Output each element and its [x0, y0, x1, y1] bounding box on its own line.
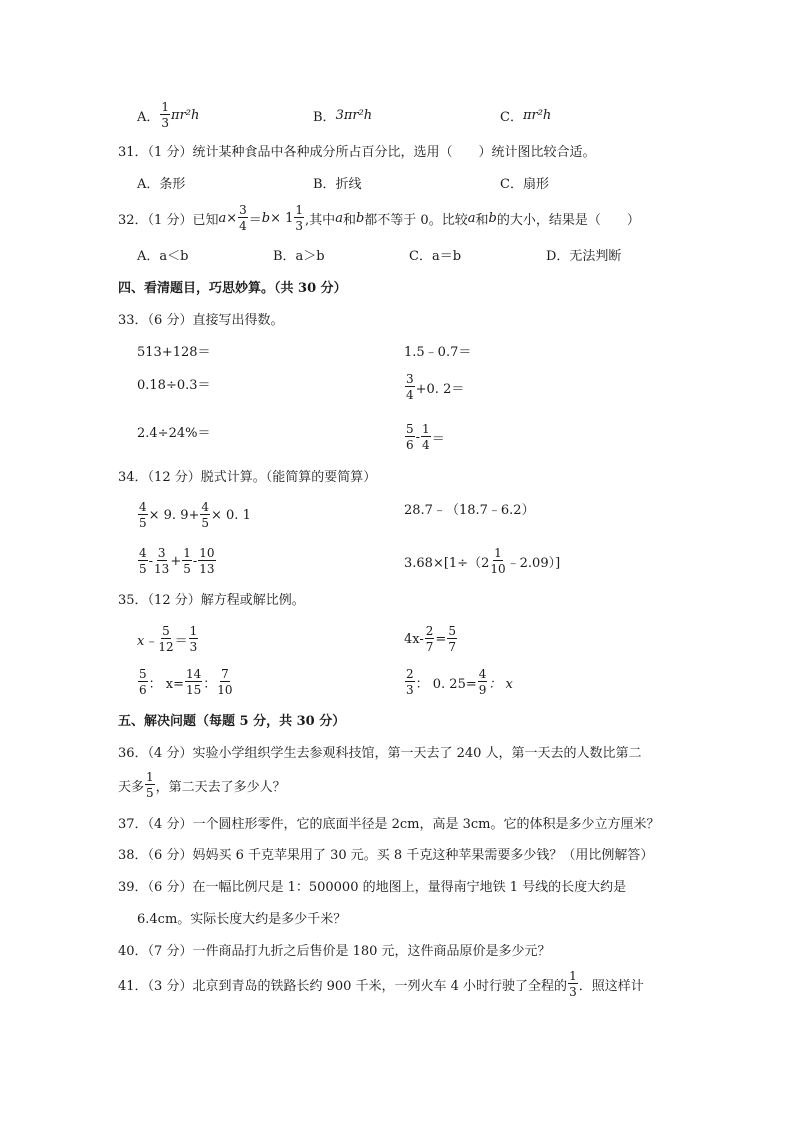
q34-expr-3-fraction-4: $\frac{10}{13}$	[199, 546, 215, 576]
q34-expr-3	[137, 546, 217, 576]
q31-stem: 31．（1 分）统计某种食品中各种成分所占百分比，选用（ ）统计图比较合适。	[118, 145, 596, 160]
q30-option-b-text: 3πr²h	[335, 107, 373, 123]
q34-stem: 34．（12 分）脱式计算。（能简算的要简算）	[118, 470, 377, 485]
q35-proportion-1	[137, 667, 234, 697]
q35-equation-1-fraction-1: $\frac{5}{12}$	[158, 624, 174, 654]
q33-expr-6	[404, 422, 445, 452]
q31-option-c: C．扇形	[500, 177, 549, 192]
q35-equation-2-pre: 4x-	[404, 631, 424, 647]
q34-expr-3-op-2: +	[170, 553, 182, 569]
q36-line-1: 36．（4 分）实验小学组织学生去参观科技馆，第一天去了 240 人，第一天去的人数比第二	[118, 746, 642, 761]
q30-option-c	[500, 100, 551, 130]
q35-proportion-1-colon: ：	[203, 676, 217, 692]
q33-expr-6-fraction-2: $\frac{1}{4}$	[422, 422, 430, 452]
q32-mid-2: 和	[475, 212, 489, 228]
q35-equation-1-pre: x﹣	[137, 633, 158, 649]
q35-equation-2-fraction-2: $\frac{5}{7}$	[448, 624, 456, 654]
q36-line-2-pre: 天多	[118, 779, 145, 795]
q34-expr-4-pre: 3.68×[1÷（2	[404, 555, 490, 571]
q34-expr-4-post: ﹣2.09）]	[506, 555, 561, 571]
q32-times: ×	[226, 210, 238, 226]
q34-expr-1-fraction-1: $\frac{4}{5}$	[139, 500, 147, 530]
q30-option-c-label: C．	[500, 109, 523, 125]
q33-expr-6-op: -	[415, 429, 421, 445]
q30-option-b-label: B．	[313, 109, 336, 125]
q34-expr-2: 28.7﹣（18.7﹣6.2）	[404, 503, 535, 518]
q34-expr-1-fraction-2: $\frac{4}{5}$	[201, 500, 210, 530]
q32-suffix-1: ,其中	[305, 212, 336, 228]
q41-stem	[118, 969, 644, 999]
q32-option-d: D．无法判断	[546, 249, 622, 264]
q35-proportion-2-end: ： x	[488, 676, 513, 692]
q35-stem: 35．（12 分）解方程或解比例。	[118, 593, 305, 608]
q41-pre: 41．（3 分）北京到青岛的铁路长约 900 千米，一列火车 4 小时行驶了全程的	[118, 978, 568, 994]
q33-expr-4	[404, 372, 464, 402]
q32-option-b: B．a＞b	[273, 249, 325, 264]
q35-equation-1-eq: ＝	[174, 633, 188, 649]
q32-suffix-2: 都不等于 0。比较	[364, 212, 468, 228]
q33-expr-4-fraction: $\frac{3}{4}$	[406, 372, 414, 402]
q35-equation-2-eq: =	[435, 631, 447, 647]
q32-stem	[118, 203, 640, 233]
q36-line-2	[118, 770, 286, 800]
q34-expr-1-end: × 0. 1	[211, 507, 251, 523]
q32-var-b-2: b	[355, 210, 365, 226]
q39-line-1: 39．（6 分）在一幅比例尺是 1：500000 的地图上，量得南宁地铁 1 号线的长度大约是	[118, 880, 627, 895]
q37-stem: 37．（4 分）一个圆柱形零件，它的底面半径是 2cm，高是 3cm。它的体积是多少立方厘米？	[118, 817, 660, 832]
q30-option-c-text: πr²h	[522, 107, 552, 123]
q35-proportion-1-mid: ： x=	[148, 676, 184, 692]
q33-expr-6-eq: ＝	[431, 431, 445, 447]
q36-fraction: $\frac{1}{5}$	[146, 770, 154, 800]
q30-option-a	[137, 100, 199, 130]
q30-option-a-fraction: $\frac{1}{3}$	[161, 100, 170, 130]
q34-expr-3-fraction-1: $\frac{4}{5}$	[139, 546, 147, 576]
q40-stem: 40．（7 分）一件商品打九折之后售价是 180 元，这件商品原价是多少元？	[118, 944, 551, 959]
q32-equals: ＝	[248, 212, 262, 228]
q35-equation-2-fraction-1: $\frac{2}{7}$	[425, 624, 434, 654]
q32-suffix-3: 的大小，结果是（ ）	[496, 212, 640, 228]
section-4-heading: 四、看清题目，巧思妙算。（共 30 分）	[118, 281, 347, 296]
q41-fraction: $\frac{1}{3}$	[569, 969, 577, 999]
q35-equation-1	[137, 624, 199, 654]
q30-option-a-label: A．	[137, 109, 160, 125]
q32-var-b: b	[261, 210, 271, 226]
section-5-heading: 五、解决问题（每题 5 分，共 30 分）	[118, 714, 346, 729]
q34-expr-3-fraction-2: $\frac{3}{13}$	[154, 546, 170, 576]
q35-proportion-2	[404, 667, 513, 697]
q35-proportion-1-fraction-3: $\frac{7}{10}$	[217, 667, 233, 697]
q34-expr-3-op-3: -	[192, 553, 198, 569]
q35-equation-1-fraction-2: $\frac{1}{3}$	[189, 624, 198, 654]
q41-post: ．照这样计	[578, 978, 644, 994]
q32-fraction-2: $\frac{1}{3}$	[295, 203, 304, 233]
q35-proportion-1-fraction-1: $\frac{5}{6}$	[139, 667, 147, 697]
q32-mid: 和	[342, 212, 356, 228]
q32-option-c: C．a＝b	[409, 249, 462, 264]
q36-line-2-post: ，第二天去了多少人？	[155, 779, 286, 795]
q35-equation-2	[404, 624, 458, 654]
q34-expr-1	[137, 500, 251, 530]
q34-expr-1-mid: × 9. 9+	[148, 507, 200, 523]
q35-proportion-1-fraction-2: $\frac{14}{15}$	[186, 667, 202, 697]
q34-expr-4	[404, 546, 560, 576]
q32-times-2: × 1	[270, 210, 294, 226]
q30-option-a-text: πr²h	[171, 107, 200, 123]
q33-stem: 33．（6 分）直接写出得数。	[118, 313, 284, 328]
q34-expr-3-fraction-3: $\frac{1}{5}$	[183, 546, 191, 576]
q33-expr-1: 513+128＝	[137, 345, 211, 360]
q38-stem: 38．（6 分）妈妈买 6 千克苹果用了 30 元。买 8 千克这种苹果需要多少钱？（用比例解答）	[118, 848, 654, 863]
q32-var-a-3: a	[467, 210, 476, 226]
q31-option-a: A．条形	[137, 177, 186, 192]
q34-expr-4-fraction: $\frac{1}{10}$	[490, 546, 506, 576]
q32-var-a-2: a	[335, 210, 343, 226]
q34-expr-3-op-1: -	[148, 553, 154, 569]
q35-proportion-2-fraction-1: $\frac{2}{3}$	[406, 667, 414, 697]
q30-option-b	[313, 100, 372, 130]
q35-proportion-2-mid: ： 0. 25=	[415, 676, 477, 692]
q32-option-a: A．a＜b	[137, 249, 189, 264]
q32-prefix: 32．（1 分）已知	[118, 212, 219, 228]
q32-var-b-3: b	[488, 210, 497, 226]
q33-expr-3: 0.18÷0.3＝	[137, 378, 211, 393]
q33-expr-2: 1.5﹣0.7＝	[404, 345, 472, 360]
q33-expr-6-fraction-1: $\frac{5}{6}$	[406, 422, 414, 452]
q35-proportion-2-fraction-2: $\frac{4}{9}$	[478, 667, 487, 697]
q32-var-a: a	[218, 210, 227, 226]
q32-fraction-1: $\frac{3}{4}$	[239, 203, 247, 233]
q31-option-b: B．折线	[313, 177, 362, 192]
q33-expr-4-rest: +0. 2＝	[415, 381, 465, 397]
q39-line-2: 6.4cm。实际长度大约是多少千米？	[137, 912, 347, 927]
q33-expr-5: 2.4÷24%＝	[137, 426, 211, 441]
